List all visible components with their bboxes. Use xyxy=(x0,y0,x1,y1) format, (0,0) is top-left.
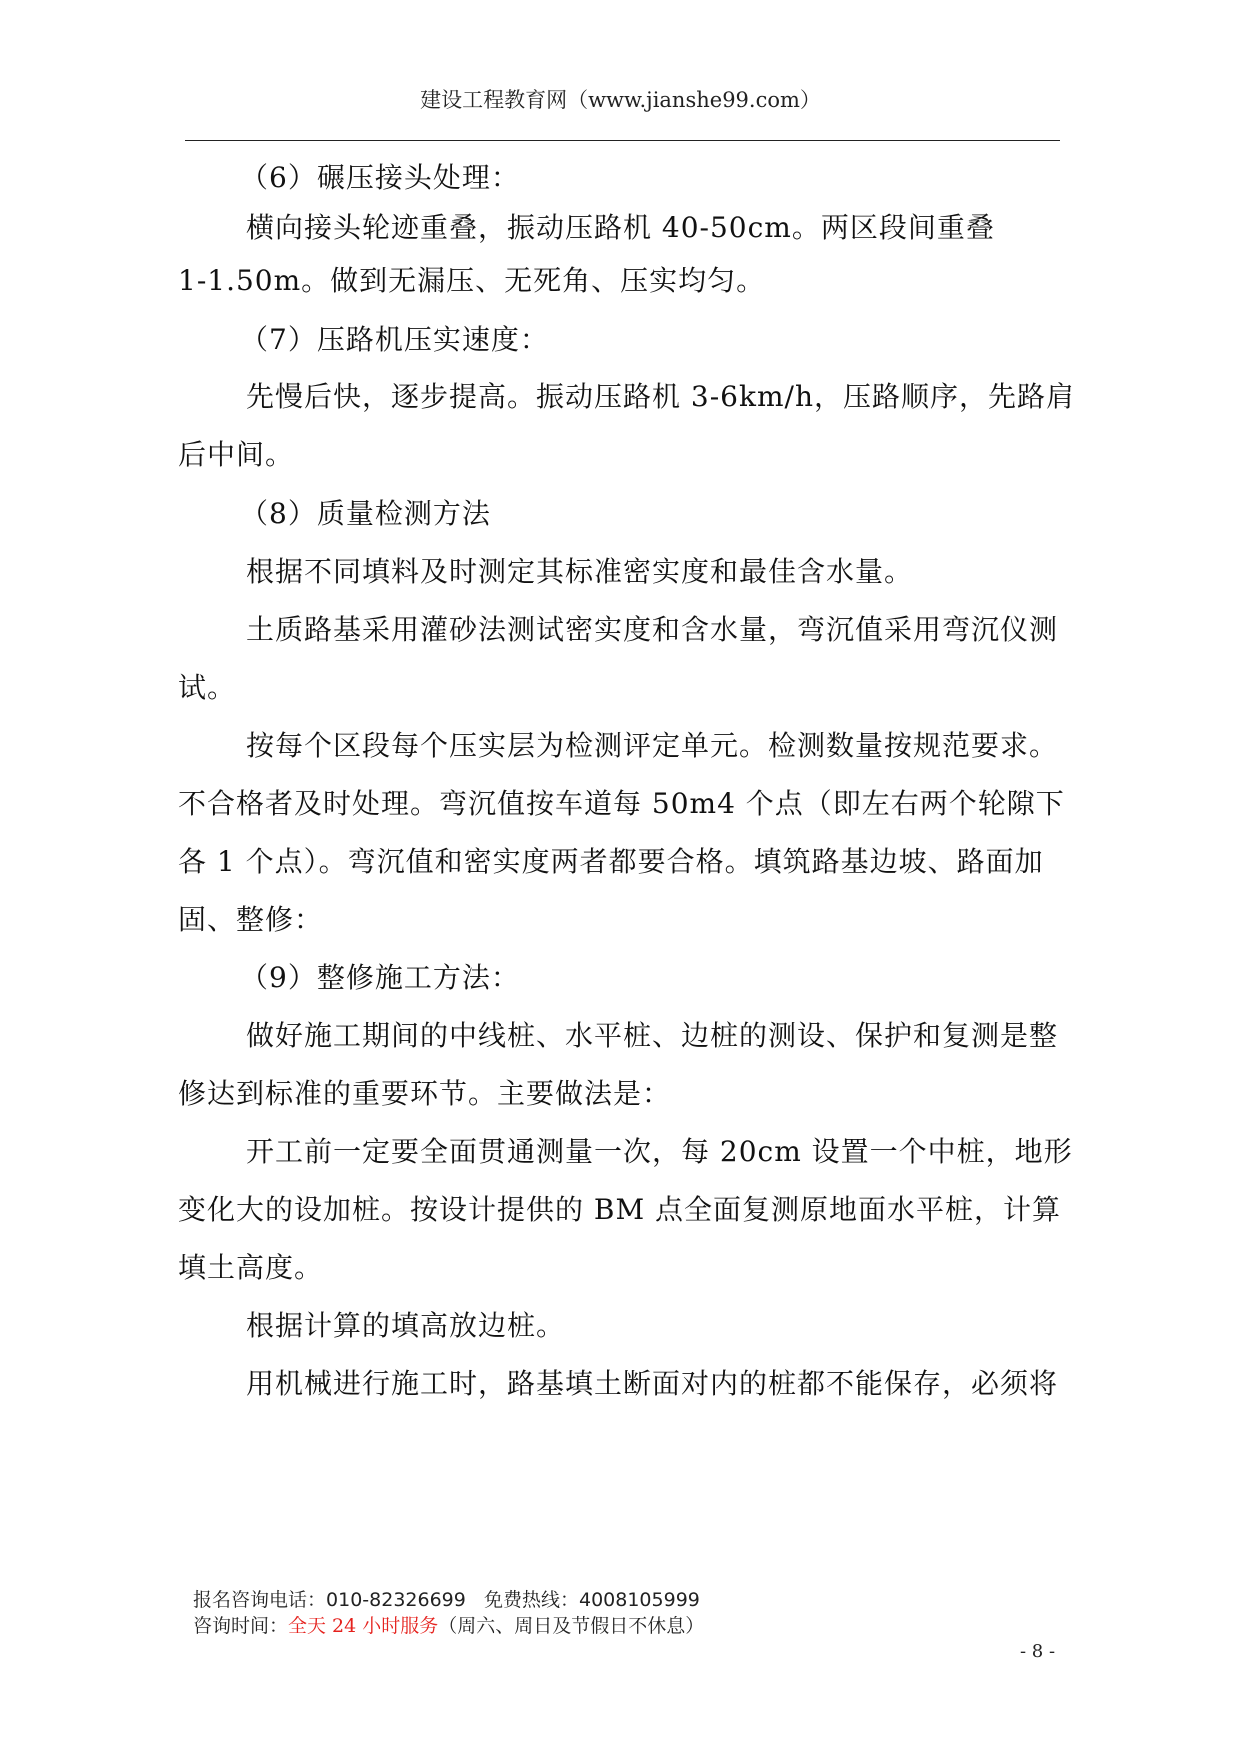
heading-9: （9）整修施工方法： xyxy=(240,961,520,994)
paragraph-line: 用机械进行施工时，路基填土断面对内的桩都不能保存，必须将 xyxy=(246,1367,1059,1400)
paragraph-line: 横向接头轮迹重叠，振动压路机 40-50cm。两区段间重叠 xyxy=(246,211,995,244)
paragraph-line: 各 1 个点）。弯沉值和密实度两者都要合格。填筑路基边坡、路面加 xyxy=(178,845,1044,878)
paragraph-line: 变化大的设加桩。按设计提供的 BM 点全面复测原地面水平桩，计算 xyxy=(178,1193,1062,1226)
footer-contact xyxy=(193,1585,700,1612)
paragraph-line: 1-1.50m。做到无漏压、无死角、压实均匀。 xyxy=(178,264,766,297)
paragraph-line: 修达到标准的重要环节。主要做法是： xyxy=(178,1077,672,1110)
paragraph-line: 根据不同填料及时测定其标准密实度和最佳含水量。 xyxy=(246,555,914,588)
paragraph-line: 不合格者及时处理。弯沉值按车道每 50m4 个点（即左右两个轮隙下 xyxy=(178,787,1065,820)
hours-label: 咨询时间： xyxy=(193,1615,289,1637)
paragraph-line: 后中间。 xyxy=(178,438,295,471)
paragraph-line: 按每个区段每个压实层为检测评定单元。检测数量按规范要求。 xyxy=(246,729,1059,762)
hours-note: （周六、周日及节假日不休息） xyxy=(438,1615,705,1637)
paragraph-line: 土质路基采用灌砂法测试密实度和含水量，弯沉值采用弯沉仪测 xyxy=(246,613,1059,646)
page-number: - 8 - xyxy=(1020,1641,1056,1662)
paragraph-line: 根据计算的填高放边桩。 xyxy=(246,1309,566,1342)
page-header: 建设工程教育网（www.jianshe99.com） xyxy=(420,88,821,112)
paragraph-line: 填土高度。 xyxy=(178,1251,324,1284)
hotline-number: 4008105999 xyxy=(578,1589,700,1611)
heading-8: （8）质量检测方法 xyxy=(240,497,491,530)
hours-highlight: 全天 24 小时服务 xyxy=(288,1615,439,1637)
paragraph-line: 先慢后快，逐步提高。振动压路机 3-6km/h，压路顺序，先路肩 xyxy=(246,380,1075,413)
header-divider xyxy=(185,140,1060,141)
heading-7: （7）压路机压实速度： xyxy=(240,323,549,356)
phone-number: 010-82326699 xyxy=(326,1589,466,1611)
paragraph-line: 固、整修： xyxy=(178,903,324,936)
paragraph-line: 开工前一定要全面贯通测量一次，每 20cm 设置一个中桩，地形 xyxy=(246,1135,1073,1168)
phone-label: 报名咨询电话： xyxy=(193,1589,327,1611)
paragraph-line: 做好施工期间的中线桩、水平桩、边桩的测设、保护和复测是整 xyxy=(246,1019,1059,1052)
hotline-label: 免费热线： xyxy=(483,1589,579,1611)
heading-6: （6）碾压接头处理： xyxy=(240,161,520,194)
paragraph-line: 试。 xyxy=(178,671,237,704)
footer-hours xyxy=(193,1611,704,1638)
